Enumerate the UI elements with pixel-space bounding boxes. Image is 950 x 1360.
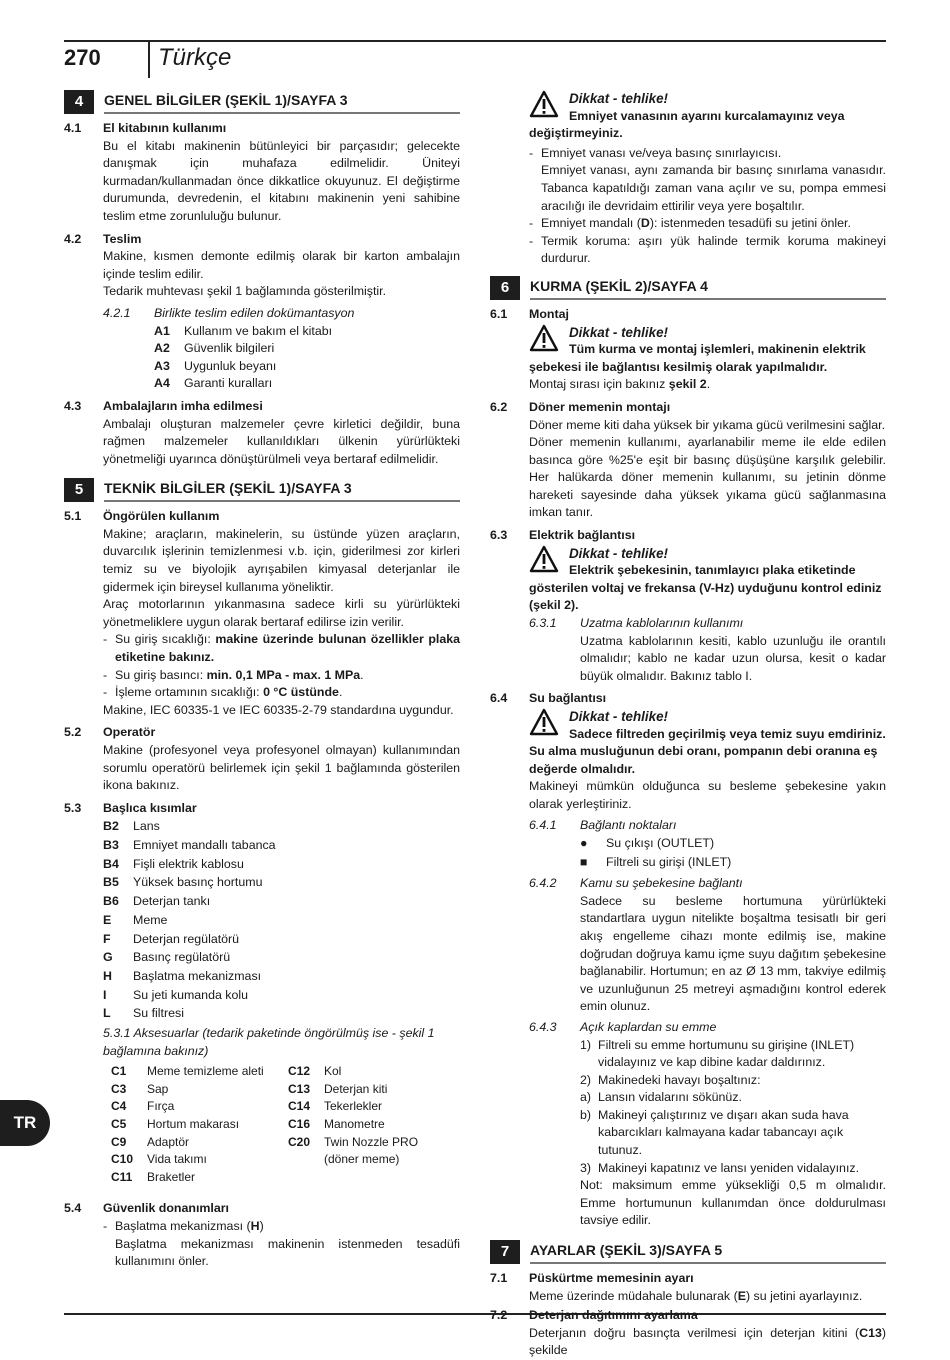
subsection-number: 4.1 bbox=[64, 121, 82, 135]
warning-block bbox=[529, 708, 886, 778]
part-label: Yüksek basınç hortumu bbox=[133, 875, 263, 890]
warning-block bbox=[529, 324, 886, 377]
step-text: Makineyi kapatınız ve lansı yeniden vidalayınız. bbox=[598, 1160, 860, 1175]
bullet-text: Su giriş basıncı: bbox=[115, 667, 207, 682]
list-item bbox=[580, 1037, 886, 1072]
bullet-item: - Emniyet mandalı (D): istenmeden tesadüfi su jetini önler. bbox=[529, 216, 851, 231]
connection-list bbox=[580, 834, 886, 872]
paragraph: Döner memenin kullanımı, ayarlanabilir meme ile elde edilen basınca göre %25'e eşit bir basınç düşüşüne karşılık gelebilir. Her halükarda döner memenin kullanımı, su jetinin dönme hareketi sayesinde daha yüksek yıkama gücü sağlanmasına imkan tanır. bbox=[529, 435, 886, 520]
subsubsection-heading bbox=[529, 817, 886, 835]
subsection-title: Döner memenin montajı bbox=[529, 399, 671, 414]
subsubsection-heading bbox=[529, 615, 886, 633]
subsection-heading bbox=[64, 231, 460, 249]
list-item bbox=[103, 930, 460, 949]
bullet-text: ) bbox=[259, 1219, 264, 1234]
right-column bbox=[490, 90, 886, 1360]
list-item bbox=[103, 1004, 460, 1023]
documentation-list bbox=[154, 323, 460, 393]
bullet-item: - İşleme ortamının sıcaklığı: 0 °C üstünde. bbox=[103, 685, 343, 700]
subsection-heading bbox=[64, 1200, 460, 1218]
step-text: Filtreli su emme hortumunu su girişine (INLET) vidalayınız ve kap dibine kadar daldırınız. bbox=[598, 1037, 855, 1070]
warning-block bbox=[529, 90, 886, 143]
item-label: Filtreli su girişi (INLET) bbox=[606, 855, 732, 870]
subsection-heading bbox=[64, 724, 460, 742]
part-code: B2 bbox=[103, 819, 119, 834]
list-item bbox=[580, 853, 886, 872]
acc-code: C3 bbox=[111, 1081, 127, 1096]
bullet-item: - Termik koruma: aşırı yük halinde termik koruma makineyi durdurur. bbox=[529, 233, 886, 268]
part-label: Emniyet mandallı tabanca bbox=[133, 838, 276, 853]
steps-list bbox=[580, 1037, 886, 1231]
section-title: GENEL BİLGİLER (ŞEKİL 1)/SAYFA 3 bbox=[104, 90, 460, 114]
subsubsection-heading bbox=[529, 1019, 886, 1037]
list-item bbox=[580, 1072, 886, 1090]
step-marker: 1) bbox=[580, 1037, 592, 1052]
subsection-number: 7.1 bbox=[490, 1271, 508, 1286]
warning-icon bbox=[529, 324, 559, 352]
subsection-heading bbox=[490, 1307, 886, 1325]
subsubsection-number: 4.2.1 bbox=[103, 305, 131, 320]
subsection-title: El kitabının kullanımı bbox=[103, 121, 227, 135]
list-item bbox=[103, 986, 460, 1005]
section-title: KURMA (ŞEKİL 2)/SAYFA 4 bbox=[530, 276, 886, 300]
warning-text: Elektrik şebekesinin, tanımlayıcı plaka etiketinde gösterilen voltaj ve frekansa (V-Hz) uyduğunu kontrol ediniz (şekil 2). bbox=[529, 563, 882, 613]
paragraph: Ambalajı oluşturan malzemeler çevre kirletici değildir, buna rağmen malzemeler kullanıldıkları ülkenin yürürlükteki yönetmeliği uyarınca dönüştürülmeli veya bertaraf edilmelidir. bbox=[103, 416, 460, 466]
header-rule bbox=[64, 40, 886, 42]
warning-icon bbox=[529, 90, 559, 118]
subsection-title: Öngörülen kullanım bbox=[103, 509, 220, 524]
subsubsection-number: 6.4.3 bbox=[529, 1019, 557, 1034]
paragraph: Makineyi mümkün olduğunca su besleme şebekesine yakın olarak yerleştiriniz. bbox=[529, 779, 886, 811]
part-code: H bbox=[103, 969, 112, 983]
acc-label: Fırça bbox=[147, 1099, 175, 1114]
bullet-emphasis: makine üzerinde bulunan özellikler plaka etiketine bakınız. bbox=[115, 632, 461, 665]
header-divider bbox=[148, 40, 150, 78]
acc-label: Twin Nozzle PRO bbox=[324, 1134, 419, 1149]
subsection-title: Deterjan dağıtımını ayarlama bbox=[529, 1308, 698, 1323]
page-number: 270 bbox=[64, 45, 101, 70]
subsection-number: 5.3 bbox=[64, 800, 82, 815]
language-title: Türkçe bbox=[158, 44, 232, 71]
paragraph: Tedarik muhtevası şekil 1 bağlamında gösterilmiştir. bbox=[103, 284, 387, 299]
item-label: Kullanım ve bakım el kitabı bbox=[184, 323, 333, 338]
accessories-table bbox=[111, 1063, 460, 1186]
paragraph: Araç motorlarının yıkanmasına sadece kirli su yürürlükteki yönetmeliklere uygun olarak bertaraf edilirse izin verilir. bbox=[103, 597, 460, 629]
acc-label bbox=[324, 1169, 465, 1187]
paragraph: Emniyet vanası, aynı zamanda bir basınç sınırlama vanasıdır. Tabanca kapatıldığı zaman vana açılır ve su, pompa emmesi aracılığı ile devridaim ettirilir veya yere boşaltılır. bbox=[541, 163, 886, 213]
section-number: 7 bbox=[490, 1240, 520, 1264]
step-text: Lansın vidalarını sökünüz. bbox=[598, 1090, 742, 1105]
subsection-heading bbox=[64, 508, 460, 526]
bullet-emphasis: H bbox=[250, 1219, 260, 1234]
warning-title: Dikkat - tehlike! bbox=[569, 709, 668, 724]
section-title: AYARLAR (ŞEKİL 3)/SAYFA 5 bbox=[530, 1240, 886, 1264]
subsection-number: 6.3 bbox=[490, 528, 508, 543]
list-item bbox=[154, 323, 460, 341]
section-4-header bbox=[64, 90, 460, 114]
acc-label: Adaptör bbox=[147, 1134, 190, 1149]
acc-code: C9 bbox=[111, 1134, 127, 1149]
part-code: F bbox=[103, 931, 111, 946]
part-label: Fişli elektrik kablosu bbox=[133, 856, 244, 871]
subsubsection-number: 6.4.2 bbox=[529, 876, 557, 891]
item-code: A1 bbox=[154, 323, 170, 338]
paragraph: Makine, kısmen demonte edilmiş olarak bir karton ambalajın içinde teslim edilir. bbox=[103, 249, 460, 281]
item-code: A2 bbox=[154, 341, 170, 356]
acc-code: C11 bbox=[111, 1169, 133, 1184]
bullet-item: - Su giriş sıcaklığı: makine üzerinde bulunan özellikler plaka etiketine bakınız. bbox=[103, 632, 461, 665]
item-code: A4 bbox=[154, 376, 170, 391]
part-label: Su filtresi bbox=[133, 1006, 184, 1021]
left-column bbox=[64, 90, 460, 1271]
part-code: L bbox=[103, 1006, 111, 1021]
bullet-item: - Su giriş basıncı: min. 0,1 MPa - max. 1 MPa. bbox=[103, 667, 364, 682]
acc-code: C13 bbox=[288, 1081, 311, 1096]
list-item bbox=[580, 1089, 886, 1107]
bullet-emphasis: min. 0,1 MPa - max. 1 MPa bbox=[206, 667, 361, 682]
bullet-text: Emniyet mandalı ( bbox=[541, 216, 641, 231]
part-code: G bbox=[103, 950, 113, 965]
subsection-number: 6.4 bbox=[490, 691, 508, 706]
language-tab: TR bbox=[0, 1100, 50, 1146]
item-label: Su çıkışı (OUTLET) bbox=[606, 836, 715, 851]
part-label: Su jeti kumanda kolu bbox=[133, 987, 249, 1002]
part-code: B4 bbox=[103, 856, 119, 871]
list-item bbox=[580, 834, 886, 853]
list-item bbox=[154, 375, 460, 393]
bullet-text: Emniyet vanası ve/veya basınç sınırlayıcısı. bbox=[541, 145, 782, 160]
acc-code: C4 bbox=[111, 1099, 127, 1114]
section-7-header bbox=[490, 1240, 886, 1264]
list-item bbox=[103, 855, 460, 874]
warning-icon bbox=[529, 708, 559, 736]
item-label: Uygunluk beyanı bbox=[184, 358, 277, 373]
warning-title: Dikkat - tehlike! bbox=[569, 545, 668, 561]
subsubsection-number: 6.4.1 bbox=[529, 817, 557, 832]
paragraph: Makine, IEC 60335-1 ve IEC 60335-2-79 standardına uygundur. bbox=[103, 702, 454, 717]
subsubsection-title: Birlikte teslim edilen dokümantasyon bbox=[154, 305, 355, 320]
list-item bbox=[154, 358, 460, 376]
acc-code: C1 bbox=[111, 1064, 127, 1079]
part-code: B6 bbox=[103, 894, 119, 909]
paragraph: Döner meme kiti daha yüksek bir yıkama gücü verilmesini sağlar. bbox=[529, 417, 886, 432]
acc-label: Kol bbox=[324, 1064, 342, 1079]
paragraph-text: Montaj sırası için bakınız bbox=[529, 377, 669, 392]
section-title: TEKNİK BİLGİLER (ŞEKİL 1)/SAYFA 3 bbox=[104, 478, 460, 502]
warning-icon bbox=[529, 545, 559, 573]
subsubsection-heading bbox=[529, 875, 886, 893]
acc-label: Tekerlekler bbox=[324, 1099, 383, 1114]
subsubsection-number: 6.3.1 bbox=[529, 616, 557, 631]
subsection-heading bbox=[64, 800, 460, 818]
acc-code: C5 bbox=[111, 1117, 127, 1132]
section-number: 5 bbox=[64, 478, 94, 502]
item-label: Garanti kuralları bbox=[184, 376, 273, 391]
subsubsection-heading bbox=[103, 305, 460, 323]
step-marker: b) bbox=[580, 1107, 592, 1122]
step-text: Makineyi çalıştırınız ve dışarı akan suda hava kabarcıkları kalmayana kadar tabancayı açık tutunuz. bbox=[598, 1107, 849, 1158]
acc-code bbox=[288, 1151, 324, 1169]
subsection-title: Güvenlik donanımları bbox=[103, 1201, 229, 1216]
part-code: B5 bbox=[103, 875, 119, 890]
paragraph-text: ) su jetini ayarlayınız. bbox=[745, 1288, 863, 1303]
acc-code: C14 bbox=[288, 1099, 311, 1114]
part-code: I bbox=[103, 987, 107, 1002]
subsection-title: Ambalajların imha edilmesi bbox=[103, 398, 263, 413]
subsection-number: 5.2 bbox=[64, 725, 82, 740]
subsubsection-title: Uzatma kablolarının kullanımı bbox=[580, 616, 744, 631]
subsection-title: Su bağlantısı bbox=[529, 691, 607, 706]
acc-label: Sap bbox=[147, 1081, 169, 1096]
step-text: Makinedeki havayı boşaltınız: bbox=[598, 1072, 761, 1087]
list-item bbox=[103, 873, 460, 892]
accessories-heading: 5.3.1 Aksesuarlar (tedarik paketinde öngörülmüş ise - şekil 1 bağlamına bakınız) bbox=[103, 1026, 435, 1058]
paragraph bbox=[529, 1288, 886, 1306]
part-label: Başlatma mekanizması bbox=[133, 969, 262, 983]
subsection-title: Operatör bbox=[103, 725, 156, 740]
subsection-heading bbox=[64, 398, 460, 416]
list-item bbox=[580, 1160, 886, 1178]
paragraph-emphasis: E bbox=[737, 1288, 746, 1303]
parts-list bbox=[103, 817, 460, 1023]
subsection-heading bbox=[490, 527, 886, 545]
warning-title: Dikkat - tehlike! bbox=[569, 91, 668, 106]
warning-text: Tüm kurma ve montaj işlemleri, makinenin elektrik şebekesi ile bağlantısı kesilmiş olarak yapılmalıdır. bbox=[529, 342, 866, 374]
acc-label: Hortum makarası bbox=[147, 1117, 240, 1132]
paragraph-text: ) şekilde bbox=[529, 1325, 886, 1358]
note-text: Not: maksimum emme yüksekliği 0,5 m olmalıdır. Emme hortumunun kullanımdan önce doldurulması tavsiye edilir. bbox=[580, 1178, 886, 1228]
subsection-number: 5.4 bbox=[64, 1201, 82, 1216]
acc-label: (döner meme) bbox=[324, 1152, 400, 1167]
paragraph: Makine; araçların, makinelerin, su üstünde yüzen araçların, duvarcılık işlerinin temizlenmesi v.b. için, giderilmesi zor kirleri temiz su ve biyolojik ayrışabilen kimyasal deterjanlar ile gidermek için bireysel kullanıma yöneliktir. bbox=[103, 526, 460, 594]
item-code: A3 bbox=[154, 358, 170, 373]
subsubsection-title: Bağlantı noktaları bbox=[580, 817, 677, 832]
paragraph: Sadece su besleme hortumuna yürürlükteki standartlara uygun nitelikte boşaltma tesisatlı bir geri akış engelleme cihazı monte edilmiş ise, makine doğrudan doğruya kamu içme suyu dağıtım şebekesine bağlanabilir. Hortumun; en az Ø 13 mm, takviye edilmiş ve uzunluğunun 25 metreyi aşmadığını kontrol ederek emin olunuz. bbox=[580, 893, 886, 1014]
paragraph bbox=[529, 376, 886, 394]
section-6-header bbox=[490, 276, 886, 300]
section-number: 6 bbox=[490, 276, 520, 300]
acc-code: C20 bbox=[288, 1134, 311, 1149]
acc-label: Deterjan kiti bbox=[324, 1081, 388, 1096]
bullet-text: İşleme ortamının sıcaklığı: bbox=[115, 685, 264, 700]
acc-label: Vida takımı bbox=[147, 1152, 207, 1167]
subsection-heading bbox=[490, 306, 886, 324]
subsection-number: 6.2 bbox=[490, 399, 508, 414]
part-label: Deterjan regülatörü bbox=[133, 931, 240, 946]
list-item bbox=[103, 948, 460, 967]
paragraph: Makine (profesyonel veya profesyonel olmayan) kullanımından sorumlu operatörü belirlemek için şekil 1 bağlamında gösterilen ikona bakınız. bbox=[103, 743, 460, 793]
list-item bbox=[103, 836, 460, 855]
warning-text: Emniyet vanasının ayarını kurcalamayınız veya değiştirmeyiniz. bbox=[529, 108, 845, 141]
paragraph-emphasis: şekil 2 bbox=[668, 377, 707, 392]
subsection-title: Teslim bbox=[103, 231, 142, 246]
acc-label: Meme temizleme aleti bbox=[147, 1064, 264, 1079]
subsection-heading bbox=[490, 399, 886, 417]
bullet-text: Başlatma mekanizması ( bbox=[115, 1219, 251, 1234]
paragraph-text: Deterjanın doğru basınçta verilmesi için deterjan kitini ( bbox=[529, 1325, 860, 1340]
paragraph-text: Meme üzerinde müdahale bulunarak ( bbox=[529, 1288, 738, 1303]
part-label: Basınç regülatörü bbox=[133, 950, 231, 965]
subsection-title: Başlıca kısımlar bbox=[103, 800, 197, 815]
item-label: Güvenlik bilgileri bbox=[184, 341, 275, 356]
acc-code: C10 bbox=[111, 1152, 134, 1167]
part-label: Deterjan tankı bbox=[133, 894, 211, 909]
subsubsection-title: Açık kaplardan su emme bbox=[580, 1019, 717, 1034]
step-marker: 2) bbox=[580, 1072, 592, 1087]
subsubsection-title: Kamu su şebekesine bağlantı bbox=[580, 876, 743, 891]
bullet-emphasis: D bbox=[640, 216, 650, 231]
section-number: 4 bbox=[64, 90, 94, 114]
part-label: Meme bbox=[133, 912, 168, 927]
section-5-header bbox=[64, 478, 460, 502]
subsection-number: 6.1 bbox=[490, 306, 508, 321]
paragraph: Uzatma kablolarının kesiti, kablo uzunluğu ile orantılı olmalıdır; kablo ne kadar uzun olursa, kesit o kadar büyük olmalıdır. Bakınız tablo I. bbox=[580, 633, 886, 683]
bullet-text: Su giriş sıcaklığı: bbox=[115, 632, 216, 647]
acc-label: Manometre bbox=[324, 1117, 385, 1132]
acc-code bbox=[288, 1169, 324, 1187]
subsection-number: 4.2 bbox=[64, 231, 82, 246]
part-code: E bbox=[103, 912, 112, 927]
subsection-heading bbox=[64, 120, 460, 138]
step-marker: 3) bbox=[580, 1160, 592, 1175]
subsection-title: Montaj bbox=[529, 306, 569, 321]
list-item bbox=[103, 911, 460, 930]
circle-icon: ● bbox=[580, 836, 588, 851]
paragraph: Bu el kitabı makinenin bütünleyici bir parçasıdır; gelecekte danışmak için muhafaza edilmelidir. Üniteyi kurmadan/kullanmadan önce dikkatlice okuyunuz. El değiştirme durumunda, devredenin, el kitabını makinenin yeni sahibine teslim etme zorunluluğu bulunur. bbox=[103, 138, 460, 223]
bullet-text: Termik koruma: aşırı yük halinde termik koruma makineyi durdurur. bbox=[541, 233, 886, 266]
subsection-number: 4.3 bbox=[64, 398, 82, 413]
subsection-title: Püskürtme memesinin ayarı bbox=[529, 1271, 694, 1286]
paragraph: Başlatma mekanizması makinenin istenmeden tesadüfi kullanımını önler. bbox=[115, 1236, 460, 1269]
bullet-emphasis: 0 °C üstünde bbox=[263, 685, 339, 700]
square-icon: ■ bbox=[580, 855, 588, 870]
subsection-number: 5.1 bbox=[64, 509, 82, 524]
subsection-title: Elektrik bağlantısı bbox=[529, 528, 636, 543]
subsection-number: 7.2 bbox=[490, 1308, 508, 1323]
list-item bbox=[103, 817, 460, 836]
subsection-heading bbox=[490, 1270, 886, 1288]
bullet-item: - Başlatma mekanizması (H) bbox=[103, 1219, 264, 1234]
step-marker: a) bbox=[580, 1090, 592, 1105]
part-code: B3 bbox=[103, 838, 119, 853]
bullet-item: - Emniyet vanası ve/veya basınç sınırlayıcısı. bbox=[529, 145, 886, 163]
acc-label: Braketler bbox=[147, 1169, 196, 1184]
acc-code: C16 bbox=[288, 1117, 311, 1132]
list-item bbox=[580, 1107, 886, 1160]
bullet-text: ): istenmeden tesadüfi su jetini önler. bbox=[649, 216, 851, 231]
list-item bbox=[154, 340, 460, 358]
paragraph-text: . bbox=[706, 377, 711, 392]
list-item bbox=[103, 967, 460, 986]
warning-text: Sadece filtreden geçirilmiş veya temiz suyu emdiriniz. Su alma musluğunun debi oranı, pompanın debi oranına eş değerde olmalıdır. bbox=[529, 726, 886, 776]
list-item bbox=[103, 892, 460, 911]
acc-code: C12 bbox=[288, 1064, 311, 1079]
paragraph-emphasis: C13 bbox=[859, 1325, 882, 1340]
paragraph bbox=[529, 1325, 886, 1360]
part-label: Lans bbox=[133, 819, 160, 834]
warning-title: Dikkat - tehlike! bbox=[569, 324, 668, 340]
warning-block bbox=[529, 545, 886, 615]
subsection-heading bbox=[490, 690, 886, 708]
